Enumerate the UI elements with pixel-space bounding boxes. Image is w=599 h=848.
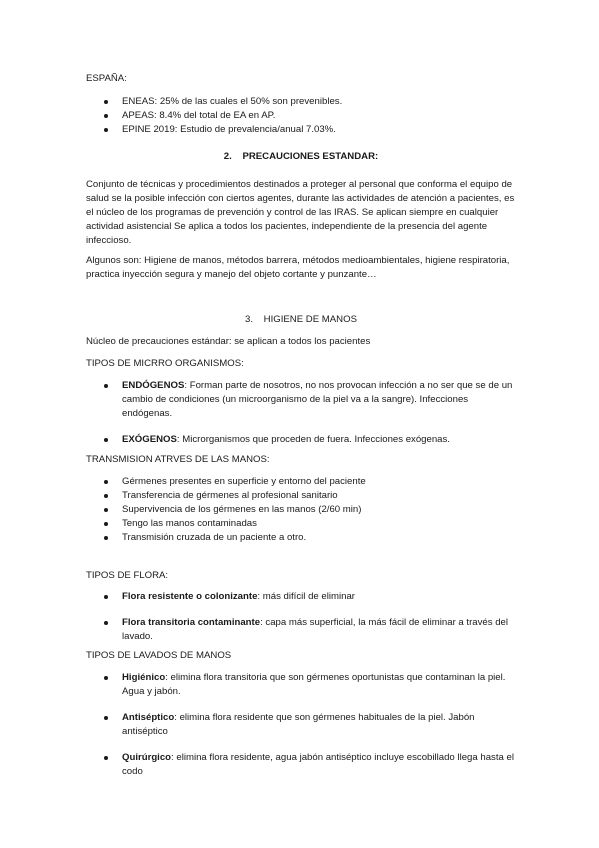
espana-list [104, 95, 516, 137]
list-item: Transferencia de gérmenes al profesional sanitario [104, 489, 516, 503]
section-3-intro: Núcleo de precauciones estándar: se aplican a todos los pacientes [86, 336, 371, 347]
section-2-paragraph-2: Algunos son: Higiene de manos, métodos barrera, métodos medioambientales, higiene respiratoria, practica inyección segura y manejo del objeto cortante y punzante… [86, 255, 510, 280]
list-item: EXÓGENOS: Microrganismos que proceden de fuera. Infecciones exógenas. [104, 433, 516, 447]
list-item: Antiséptico: elimina flora residente que son gérmenes habituales de la piel. Jabón antiséptico [104, 711, 516, 739]
bullet-icon [104, 676, 108, 680]
lavados-list [104, 671, 516, 779]
list-item: Transmisión cruzada de un paciente a otro. [104, 531, 516, 545]
espana-heading: ESPAÑA: [86, 73, 127, 84]
term: Higiénico [122, 672, 166, 683]
list-item: EPINE 2019: Estudio de prevalencia/anual 7.03%. [104, 123, 516, 137]
microorganismos-heading: TIPOS DE MICRRO ORGANISMOS: [86, 358, 244, 369]
bullet-icon [104, 128, 108, 132]
list-item: ENEAS: 25% de las cuales el 50% son prevenibles. [104, 95, 516, 109]
section-2-heading: 2. PRECAUCIONES ESTANDAR: [223, 151, 379, 162]
list-item: Supervivencia de los gérmenes en las manos (2/60 min) [104, 503, 516, 517]
lavados-heading: TIPOS DE LAVADOS DE MANOS [86, 650, 232, 661]
bullet-icon [104, 522, 108, 526]
bullet-icon [104, 536, 108, 540]
term: EXÓGENOS [122, 434, 177, 445]
bullet-icon [104, 100, 108, 104]
flora-list [104, 590, 516, 644]
bullet-icon [104, 756, 108, 760]
list-item: Tengo las manos contaminadas [104, 517, 516, 531]
list-item: Quirúrgico: elimina flora residente, agua jabón antiséptico incluye escobillado llega hasta el codo [104, 751, 516, 779]
term: Flora resistente o colonizante [122, 591, 258, 602]
bullet-icon [104, 114, 108, 118]
term: Antiséptico [122, 712, 175, 723]
bullet-icon [104, 480, 108, 484]
list-item: Gérmenes presentes en superficie y entorno del paciente [104, 475, 516, 489]
list-item: APEAS: 8.4% del total de EA en AP. [104, 109, 516, 123]
term: Flora transitoria contaminante [122, 617, 261, 628]
bullet-icon [104, 716, 108, 720]
bullet-icon [104, 595, 108, 599]
bullet-icon [104, 494, 108, 498]
list-item: Higiénico: elimina flora transitoria que son gérmenes oportunistas que contaminan la piel. Agua y jabón. [104, 671, 516, 699]
list-item: Flora resistente o colonizante: más difícil de eliminar [104, 590, 516, 604]
transmision-list [104, 475, 516, 545]
bullet-icon [104, 384, 108, 388]
term: ENDÓGENOS [122, 380, 185, 391]
bullet-icon [104, 621, 108, 625]
section-2-paragraph-1: Conjunto de técnicas y procedimientos destinados a proteger al personal que conforma el equipo de salud se la posible infección con ciertos agentes, durante las actividades de atención a pacientes, es el núcleo de los programas de prevención y control de las IRAS. Se aplican siempre en cualquier actividad asistencial Se aplica a todos los pacientes, independiente de la presencia del agente infeccioso. [86, 179, 515, 246]
term: Quirúrgico [122, 752, 172, 763]
list-item: Flora transitoria contaminante: capa más superficial, la más fácil de eliminar a través del lavado. [104, 616, 516, 644]
transmision-heading: TRANSMISION ATRVES DE LAS MANOS: [86, 454, 270, 465]
flora-heading: TIPOS DE FLORA: [86, 570, 169, 581]
list-item: ENDÓGENOS: Forman parte de nosotros, no nos provocan infección a no ser que se de un cambio de condiciones (un microorganismo de la piel va a la sangre). Infecciones endógenas. [104, 379, 516, 421]
bullet-icon [104, 438, 108, 442]
bullet-icon [104, 508, 108, 512]
microorganismos-list [104, 379, 516, 447]
section-3-heading: 3. HIGIENE DE MANOS [245, 314, 357, 325]
